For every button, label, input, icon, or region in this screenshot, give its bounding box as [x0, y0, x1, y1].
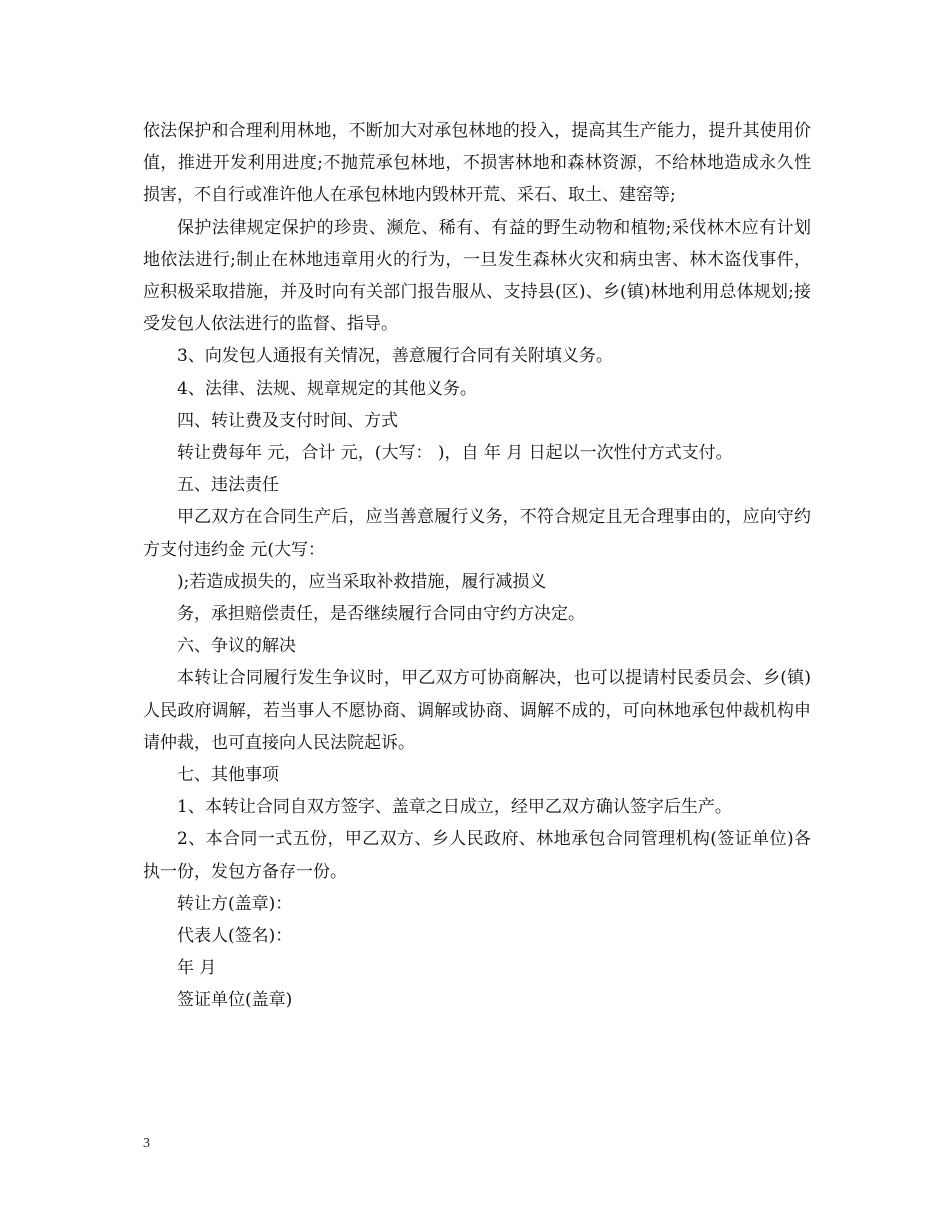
paragraph: 转让费每年 元，合计 元，(大写： )，自 年 月 日起以一次性付方式支付。	[177, 443, 733, 464]
document-body	[143, 115, 811, 1017]
paragraph: 4、法律、法规、规章规定的其他义务。	[177, 378, 477, 399]
paragraph: 六、争议的解决	[177, 636, 296, 657]
paragraph: 2、本合同一式五份，甲乙双方、乡人民政府、林地承包合同管理机构(签证单位)各执一份，发包方备存一份。	[143, 829, 811, 882]
paragraph: 签证单位(盖章)	[177, 990, 293, 1011]
paragraph: 年 月	[177, 958, 217, 979]
paragraph: 务，承担赔偿责任，是否继续履行合同由守约方决定。	[177, 604, 585, 625]
paragraph: 五、违法责任	[177, 475, 279, 496]
paragraph: 保护法律规定保护的珍贵、濒危、稀有、有益的野生动物和植物;采伐林木应有计划地依法进行;制止在林地违章用火的行为，一旦发生森林火灾和病虫害、林木盗伐事件，应积极采取措施，并及时向有关部门报告服从、支持县(区)、乡(镇)林地利用总体规划;接受发包人依法进行的监督、指导。	[143, 217, 811, 335]
paragraph: 代表人(签名)：	[177, 926, 293, 947]
paragraph: 本转让合同履行发生争议时，甲乙双方可协商解决，也可以提请村民委员会、乡(镇)人民政府调解，若当事人不愿协商、调解或协商、调解不成的，可向林地承包仲裁机构申请仲裁，也可直接向人民法院起诉。	[143, 668, 811, 753]
paragraph: 1、本转让合同自双方签字、盖章之日成立，经甲乙双方确认签字后生产。	[177, 797, 732, 818]
paragraph: 3、向发包人通报有关情况，善意履行合同有关附填义务。	[177, 346, 613, 367]
paragraph: 四、转让费及支付时间、方式	[177, 410, 398, 431]
paragraph: 七、其他事项	[177, 765, 279, 786]
paragraph: 转让方(盖章)：	[177, 893, 293, 914]
page-number: 3	[143, 1136, 150, 1151]
paragraph: );若造成损失的，应当采取补救措施，履行减损义	[177, 571, 547, 592]
paragraph: 甲乙双方在合同生产后，应当善意履行义务，不符合规定且无合理事由的，应向守约方支付违约金 元(大写：	[143, 507, 811, 560]
paragraph: 依法保护和合理利用林地，不断加大对承包林地的投入，提高其生产能力，提升其使用价值，推进开发利用进度;不抛荒承包林地，不损害林地和森林资源，不给林地造成永久性损害，不自行或准许他人在承包林地内毁林开荒、采石、取土、建窑等;	[143, 121, 811, 206]
